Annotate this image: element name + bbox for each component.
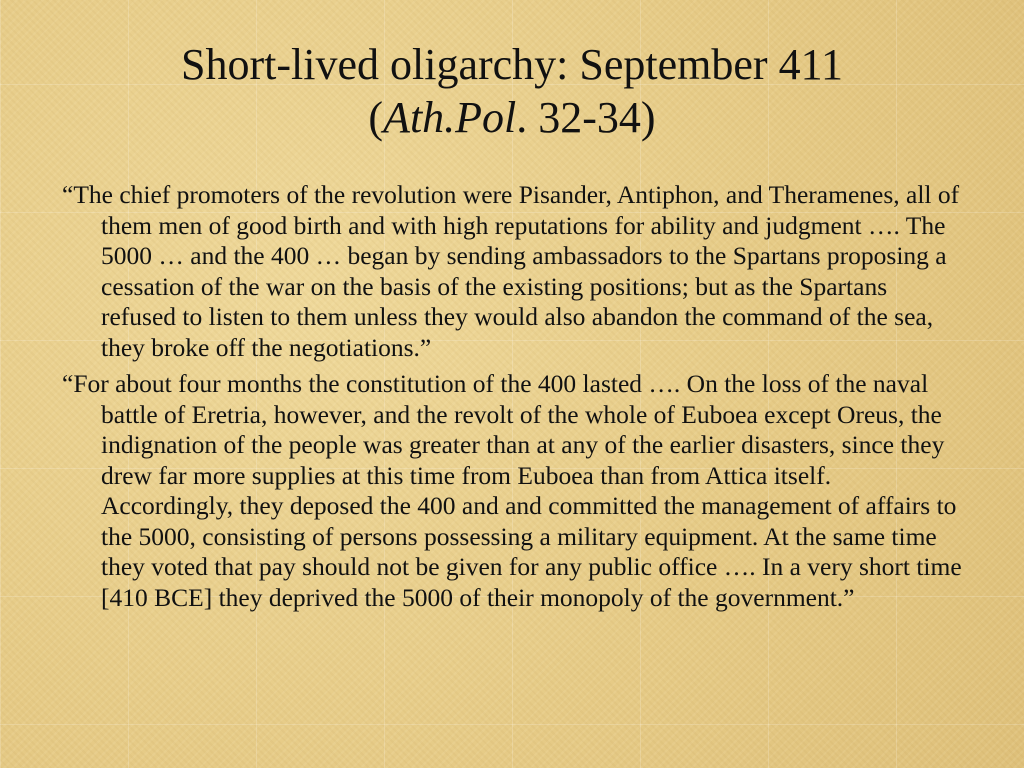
title-open-paren: ( bbox=[368, 93, 384, 142]
title-line-1: Short-lived oligarchy: September 411 bbox=[181, 40, 843, 89]
slide-title bbox=[40, 38, 984, 144]
slide-body bbox=[62, 180, 962, 619]
title-citation: . 32-34) bbox=[516, 93, 656, 142]
quote-paragraph-1: “The chief promoters of the revolution were Pisander, Antiphon, and Theramenes, all of them men of good birth and with high reputations for ability and judgment …. The 5000 … and the 400 … began by sending ambassadors to the Spartans proposing a cessation of the war on the basis of the existing positions; but as the Spartans refused to listen to them unless they would also abandon the command of the sea, they broke off the negotiations.” bbox=[62, 180, 960, 362]
quote-paragraph-2: “For about four months the constitution of the 400 lasted …. On the loss of the naval battle of Eretria, however, and the revolt of the whole of Euboea except Oreus, the indignation of the people was greater than at any of the earlier disasters, since they drew far more supplies at this time from Euboea than from Attica itself. Accordingly, they deposed the 400 and and committed the management of affairs to the 5000, consisting of persons possessing a military equipment. At the same time they voted that pay should not be given for any public office …. In a very short time [410 BCE] they deprived the 5000 of their monopoly of the government.” bbox=[62, 369, 962, 612]
title-line-2 bbox=[40, 91, 984, 144]
title-work-name: Ath.Pol bbox=[383, 93, 517, 142]
